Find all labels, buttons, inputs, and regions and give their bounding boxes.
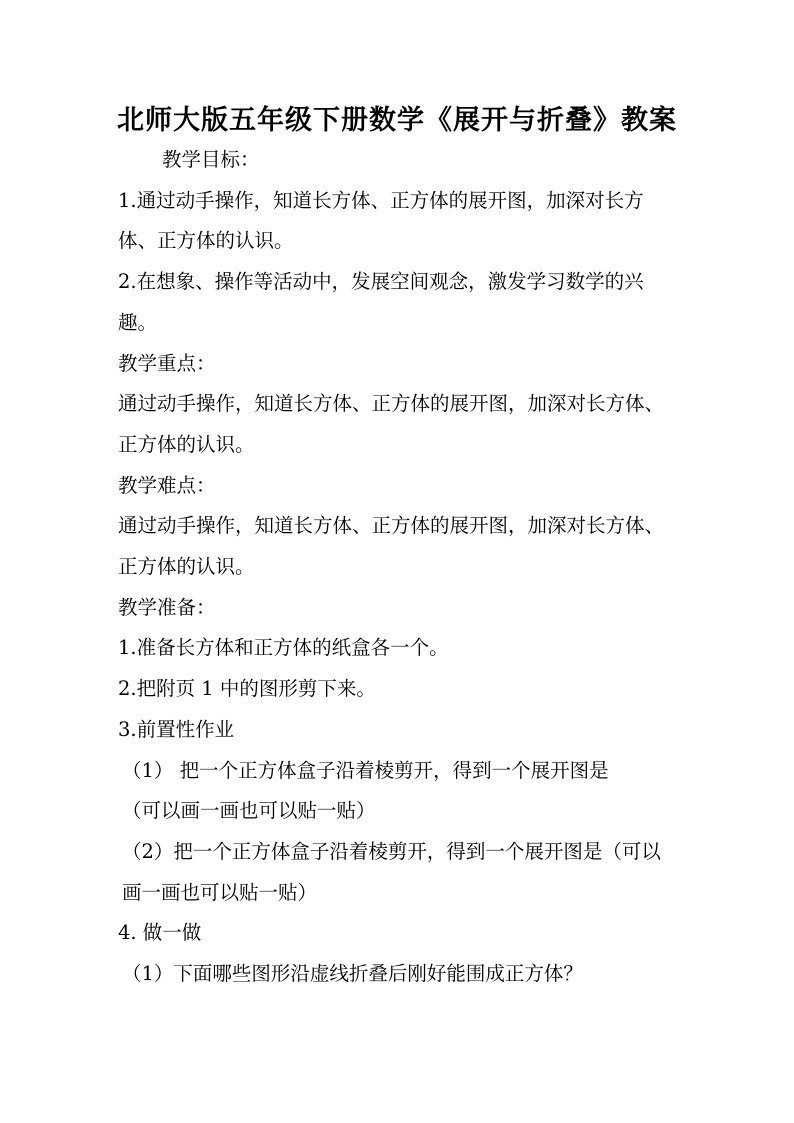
exercise-1: （1）下面哪些图形沿虚线折叠后刚好能围成正方体？: [122, 962, 583, 986]
heading-difficulties: 教学难点：: [118, 473, 216, 497]
preparation-2: 2.把附页 1 中的图形剪下来。: [118, 677, 376, 701]
homework-item-1: （1） 把一个正方体盒子沿着棱剪开，得到一个展开图是: [122, 758, 609, 782]
goal-2: 2.在想象、操作等活动中，发展空间观念，激发学习数学的兴趣。: [118, 270, 644, 334]
preparation-1: 1.准备长方体和正方体的纸盒各一个。: [118, 636, 449, 660]
document-body: [118, 140, 678, 995]
heading-key-points: 教学重点：: [118, 351, 216, 375]
preparation-3: 3.前置性作业: [118, 717, 235, 741]
heading-teaching-goals: 教学目标：: [162, 148, 260, 171]
homework-item-1-note: （可以画一画也可以贴一贴）: [122, 799, 376, 823]
heading-do-it: 4. 做一做: [118, 921, 202, 945]
homework-item-2: （2）把一个正方体盒子沿着棱剪开，得到一个展开图是（可以画一画也可以贴一贴）: [122, 839, 661, 904]
heading-preparation: 教学准备：: [118, 595, 216, 619]
key-points-text: 通过动手操作，知道长方体、正方体的展开图，加深对长方体、正方体的认识。: [118, 392, 665, 456]
difficulties-text: 通过动手操作，知道长方体、正方体的展开图，加深对长方体、正方体的认识。: [118, 514, 665, 579]
goal-1: 1.通过动手操作，知道长方体、正方体的展开图，加深对长方体、正方体的认识。: [118, 188, 644, 253]
document-title: 北师大版五年级下册数学《展开与折叠》教案: [117, 105, 677, 136]
